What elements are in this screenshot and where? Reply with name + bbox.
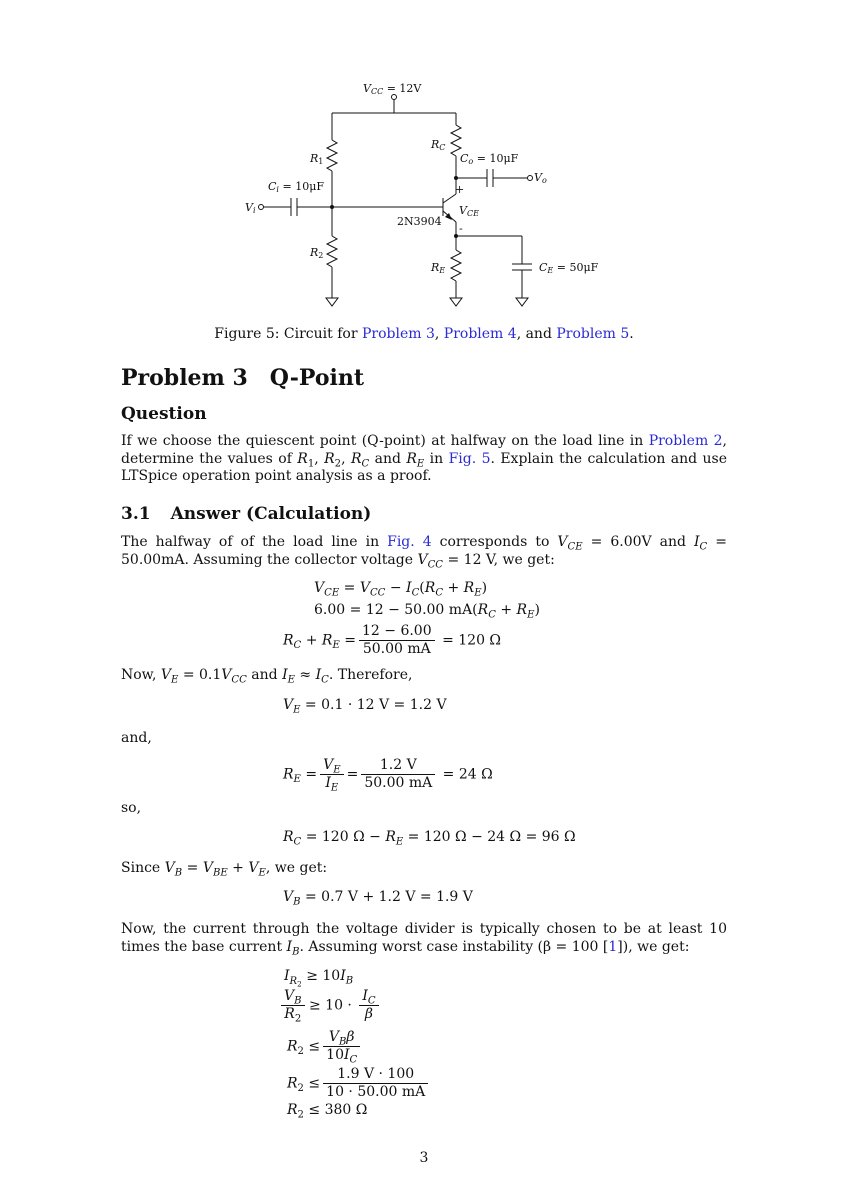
link-reference-1[interactable]: 1 [608,938,618,955]
ground-ce [516,298,528,306]
re-resistor [451,250,461,281]
svg-text:Ci = 10μF: Ci = 10μF [268,180,324,194]
svg-text:RC: RC [431,138,446,152]
equation-vce: $V_{CE} = V_{CC} - I_C(R_C + R_E)$ [314,580,488,599]
vo-terminal [528,176,533,181]
ground-re [450,298,462,306]
vi-terminal [259,205,264,210]
svg-text:Co = 10μF: Co = 10μF [460,152,519,166]
svg-text:Vi: Vi [245,201,256,215]
equation-re: $R_E$ = $\frac{V_E}{I_E}$ = $\frac{1.2 V}{50.00 mA}$ = 24 Ω [283,757,493,794]
inequality-ir2: $I_{R_2} \ge 10I_B$ [284,968,354,989]
vcc-terminal [392,95,397,100]
junction-collector [454,176,458,180]
page-number: 3 [419,1150,429,1166]
equation-rc: $R_C = 120$ $\Omega - R_E = 120$ Ω − 24 Ω = 96 Ω [283,829,576,848]
equation-vb: $V_B = 0.7$ V + 1.2 V = 1.9 V [283,889,473,908]
inequality-vb-r2: $\frac{V_B}{R_2}$ ≥ 10 · $\frac{I_C}{\beta}$ [281,988,382,1023]
text-since: Since $V_B = V_{BE} + V_E$, we get: [121,860,328,879]
r2-resistor [327,236,337,267]
text-divider: Now, the current through the voltage divider is typically chosen to be at least 10 times the base current $I_B$. Assuming worst case instability (β = 100 [1]), we get: [121,921,727,958]
subsection-heading: 3.1 Answer (Calculation) [121,504,372,524]
svg-text:RE: RE [431,261,446,275]
svg-text:VCC = 12V: VCC = 12V [363,82,422,96]
link-problem-2[interactable]: Problem 2 [648,433,723,449]
equation-vce-values: 6.00 = 12 − 50.00 $mA(R_C + R_E)$ [314,602,540,621]
inequality-r2-result: $R_2 \le 380$ Ω [287,1102,368,1121]
link-problem-3[interactable]: Problem 3 [361,326,435,342]
question-heading: Question [121,404,207,424]
text-now-ve: Now, $V_E = 0.1V_{CC}$ and $I_E \approx I_C$. Therefore, [121,667,413,686]
circuit-diagram [0,0,848,320]
text-so: so, [121,800,142,816]
section-heading: Problem 3 Q-Point [121,365,365,391]
equation-ve: $V_E = 0.1 \cdot 12$ V = 1.2 V [283,697,447,716]
svg-text:Vo: Vo [534,171,547,185]
junction-emitter [454,234,458,238]
ground-r2 [326,298,338,306]
equation-rc-plus-re: $R_C + R_E$ = $\frac{12 - 6.00}{50.00 mA}$ = 120 Ω [283,623,502,657]
link-problem-4[interactable]: Problem 4 [443,326,517,342]
svg-text:R1: R1 [310,152,324,166]
answer-intro: The halfway of of the load line in Fig. 4 corresponds to $V_{CE} = 6.00V$ and $I_C = 50.00mA$. Assuming the collector voltage $V_{CC} = 12$ V, we get: [121,534,727,571]
link-fig-5[interactable]: Fig. 5 [448,450,491,467]
figure-caption: Figure 5: Circuit for Problem 3, Problem 4, and Problem 5. [214,326,634,342]
text-and: and, [121,730,152,746]
link-problem-5[interactable]: Problem 5 [556,326,630,342]
svg-text:CE = 50μF: CE = 50μF [539,261,599,275]
question-text: If we choose the quiescent point (Q-point) at halfway on the load line in Problem 2, determine the values of $R_1$, $R_2$, $R_C$ and $R_E$ in Fig. 5. Explain the calculation and use LTSpice operation point analysis as a proof. [121,433,727,484]
inequality-r2-numeric: $R_2$ ≤ $\frac{1.9 V \cdot 100}{10 \cdot 50.00 mA}$ [287,1066,431,1101]
r1-resistor [327,140,337,171]
link-fig-4[interactable]: Fig. 4 [387,534,432,550]
inequality-r2-symbolic: $R_2$ ≤ $\frac{V_B\beta}{10I_C}$ [287,1029,363,1064]
svg-text:+: + [455,183,465,196]
svg-text:VCE: VCE [459,204,479,218]
svg-text:2N3904: 2N3904 [397,215,442,228]
junction-base [330,205,334,209]
svg-text:-: - [459,222,463,235]
svg-text:R2: R2 [310,246,324,260]
